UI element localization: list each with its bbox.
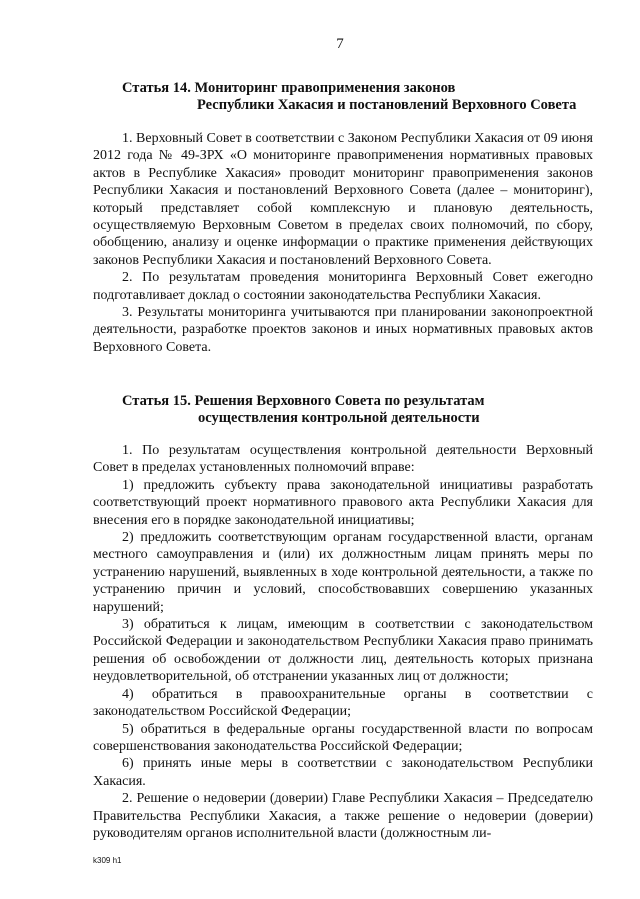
article-14-heading-line2: Республики Хакасия и постановлений Верховного Совета (197, 97, 577, 113)
page-number: 7 (336, 36, 344, 52)
article-15-item-3: 3) обратиться к лицам, имеющим в соответствии с законодательством Российской Федерации и законодательством Республики Хакасия право принимать решения об освобождении от должности лиц, деятельность которых признана неудовлетворительной, об отстранении указанных лиц от должности; (93, 617, 593, 685)
article-15-paragraph-1: 1. По результатам осуществления контрольной деятельности Верховный Совет в пределах установленных полномочий вправе: (93, 443, 593, 476)
article-15-body (93, 442, 593, 842)
article-15-paragraph-2: 2. Решение о недоверии (доверии) Главе Республики Хакасия – Председателю Правительства Республики Хакасия, а также решение о недоверии (доверии) руководителям органов исполнительной власти (должностным ли- (93, 791, 593, 841)
article-14-body (93, 130, 593, 356)
article-14-heading (122, 80, 576, 114)
article-14-heading-line1: Статья 14. Мониторинг правоприменения законов (122, 80, 456, 96)
article-15-item-1: 1) предложить субъекту права законодательной инициативы разработать соответствующий проект нормативного правового акта Республики Хакасия для внесения его в порядке законодательной инициативы; (93, 477, 593, 528)
article-15-heading (122, 393, 485, 427)
article-15-item-6: 6) принять иные меры в соответствии с законодательством Республики Хакасия. (93, 756, 593, 789)
article-15-item-4: 4) обратиться в правоохранительные органы в соответствии с законодательством Российской Федерации; (93, 686, 593, 720)
article-14-paragraph-3: 3. Результаты мониторинга учитываются при планировании законопроектной деятельности, разработке проектов законов и иных нормативных правовых актов Верховного Совета. (93, 305, 593, 355)
article-14-paragraph-2: 2. По результатам проведения мониторинга Верховный Совет ежегодно подготавливает доклад о состоянии законодательства Республики Хакасия. (93, 270, 593, 303)
article-15-heading-line1: Статья 15. Решения Верховного Совета по результатам (122, 393, 485, 409)
article-14-paragraph-1: 1. Верховный Совет в соответствии с Законом Республики Хакасия от 09 июня 2012 года № 49-ЗРХ «О мониторинге правоприменения нормативных правовых актов в Республике Хакасия» проводит мониторинг правоприменения законов Республики Хакасия и постановлений Верховного Совета (далее – мониторинг), который представляет собой комплексную и плановую деятельность, осуществляемую Верховным Советом в пределах своих полномочий, по сбору, обобщению, анализу и оценке информации о практике применения действующих законов Республики Хакасия и постановлений Верховного Совета. (93, 131, 593, 268)
article-15-heading-line2: осуществления контрольной деятельности (198, 410, 480, 426)
article-15-item-2: 2) предложить соответствующим органам государственной власти, органам местного самоуправления и (или) их должностным лицам принять меры по устранению нарушений, выявленных в ходе контрольной деятельности, а также по устранению причин и условий, способствовавших совершению указанных нарушений; (93, 530, 593, 615)
footer-document-code: k309 h1 (93, 856, 122, 865)
article-15-item-5: 5) обратиться в федеральные органы государственной власти по вопросам совершенствования законодательства Российской Федерации; (93, 721, 593, 754)
